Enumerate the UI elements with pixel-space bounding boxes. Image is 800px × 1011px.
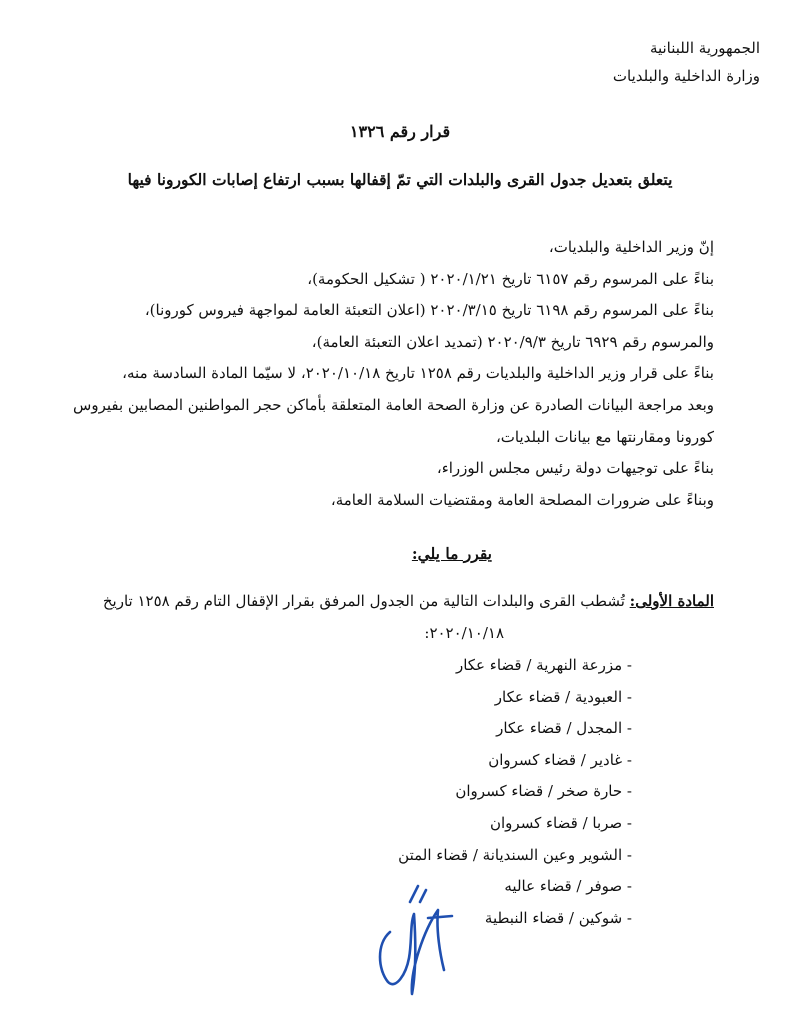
decides-heading: يقرر ما يلي: (411, 544, 492, 563)
article-one-label: المادة الأولى: (629, 592, 714, 610)
ministry-name: وزارة الداخلية والبلديات (612, 67, 760, 85)
republic-name: الجمهورية اللبنانية (649, 39, 760, 57)
preamble-line: وبناءً على ضرورات المصلحة العامة ومقتضيات السلامة العامة، (330, 490, 714, 509)
list-item: - مزرعة النهرية / قضاء عكار (398, 650, 632, 682)
list-item: - غادير / قضاء كسروان (398, 745, 632, 777)
list-item: - الشوير وعين السنديانة / قضاء المتن (398, 840, 632, 872)
preamble-line: بناءً على المرسوم رقم ٦١٩٨ تاريخ ٢٠٢٠/٣/١٥ (اعلان التعبئة العامة لمواجهة فيروس كورونا)، (144, 301, 714, 320)
letterhead (613, 34, 760, 90)
list-item: - شوكين / قضاء النبطية (398, 903, 632, 935)
article-one-body: تُشطب القرى والبلدات التالية من الجدول المرفق بقرار الإقفال التام رقم ١٢٥٨ تاريخ (102, 592, 625, 610)
list-item: - العبودية / قضاء عكار (398, 682, 632, 714)
preamble-line: إنّ وزير الداخلية والبلديات، (548, 238, 714, 256)
list-item: - صربا / قضاء كسروان (398, 808, 632, 840)
handwritten-signature (366, 878, 466, 998)
list-item: - صوفر / قضاء عاليه (398, 871, 632, 903)
article-one (40, 586, 714, 649)
list-item: - المجدل / قضاء عكار (398, 713, 632, 745)
preamble-line: بناءً على المرسوم رقم ٦١٥٧ تاريخ ٢٠٢٠/١/٢١ ( تشكيل الحكومة)، (307, 269, 714, 288)
decision-subject: يتعلق بتعديل جدول القرى والبلدات التي تمّ إقفالها بسبب ارتفاع إصابات الكورونا فيها (127, 170, 673, 189)
preamble-line: بناءً على توجيهات دولة رئيس مجلس الوزراء، (436, 459, 714, 478)
preamble (40, 232, 714, 516)
article-one-date: ٢٠٢٠/١٠/١٨: (424, 623, 504, 642)
preamble-line: والمرسوم رقم ٦٩٢٩ تاريخ ٢٠٢٠/٩/٣ (تمديد اعلان التعبئة العامة)، (311, 332, 714, 351)
list-item: - حارة صخر / قضاء كسروان (398, 776, 632, 808)
decision-title: قرار رقم ١٣٢٦ (349, 122, 451, 141)
preamble-line: وبعد مراجعة البيانات الصادرة عن وزارة الصحة العامة المتعلقة بأماكن حجر المواطنين المصابين بفيروس كورونا ومقارنتها مع بيانات البلديات، (73, 395, 714, 446)
article-one-text (40, 586, 714, 618)
preamble-line: بناءً على قرار وزير الداخلية والبلديات رقم ١٢٥٨ تاريخ ٢٠٢٠/١٠/١٨، لا سيّما المادة السادسة منه، (122, 364, 714, 383)
